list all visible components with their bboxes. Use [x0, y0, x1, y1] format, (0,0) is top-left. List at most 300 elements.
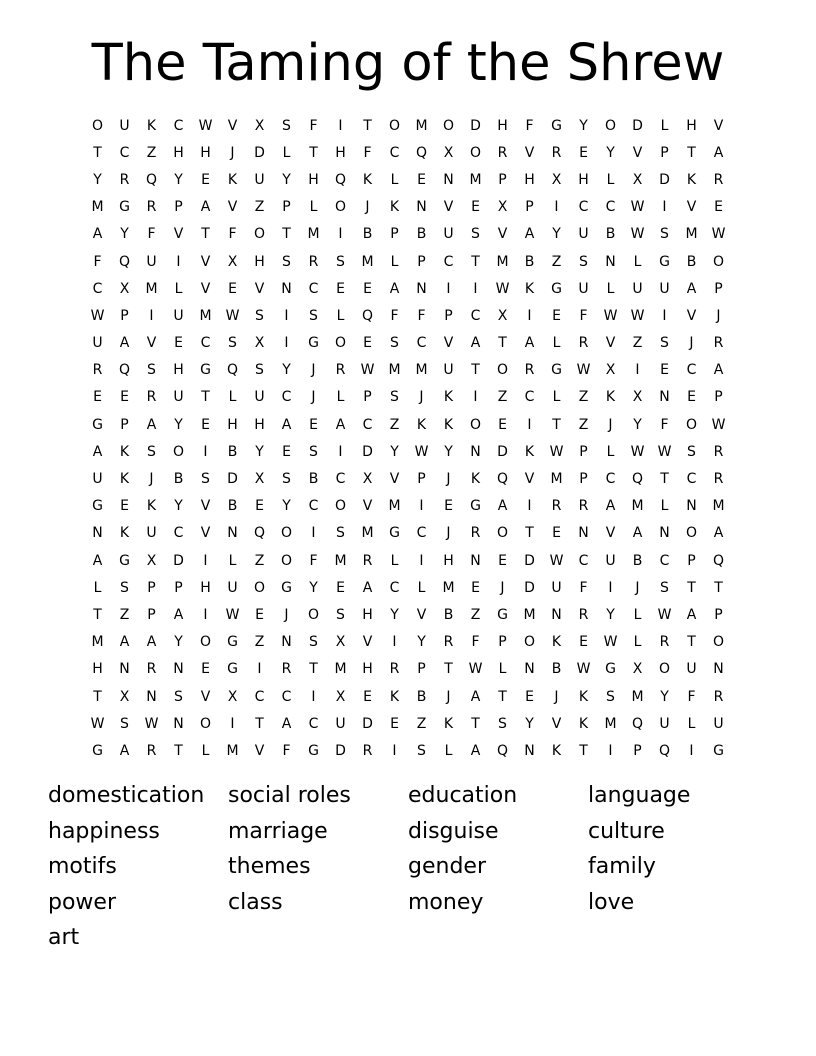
grid-letter: G: [551, 280, 562, 297]
grid-letter: M: [361, 253, 374, 270]
grid-letter: X: [632, 661, 643, 678]
grid-letter: N: [281, 280, 292, 297]
grid-letter: A: [713, 525, 724, 542]
grid-letter: D: [524, 579, 535, 596]
grid-letter: Y: [390, 606, 399, 623]
grid-letter: R: [551, 144, 562, 161]
grid-letter: T: [93, 688, 102, 705]
grid-letter: D: [362, 443, 373, 460]
grid-letter: S: [471, 226, 480, 243]
grid-letter: Z: [254, 552, 265, 569]
grid-letter: M: [415, 117, 428, 134]
grid-letter: N: [416, 199, 427, 216]
grid-letter: N: [524, 742, 535, 759]
grid-letter: X: [497, 307, 508, 324]
grid-letter: A: [173, 606, 184, 623]
grid-letter: N: [578, 525, 589, 542]
grid-letter: V: [551, 715, 562, 732]
grid-letter: O: [496, 362, 509, 379]
grid-letter: N: [551, 606, 562, 623]
grid-letter: A: [281, 416, 292, 433]
grid-letter: Q: [253, 525, 266, 542]
grid-letter: H: [254, 416, 265, 433]
grid-letter: J: [608, 416, 613, 433]
grid-letter: S: [336, 606, 345, 623]
grid-letter: P: [120, 307, 129, 324]
grid-letter: V: [605, 525, 616, 542]
grid-row: [84, 139, 732, 166]
grid-letter: O: [307, 606, 320, 623]
grid-letter: O: [334, 335, 347, 352]
grid-letter: Z: [578, 389, 589, 406]
grid-letter: A: [713, 144, 724, 161]
grid-letter: B: [443, 606, 454, 623]
grid-letter: I: [392, 634, 397, 651]
grid-row: [84, 357, 732, 384]
grid-letter: C: [308, 498, 319, 515]
grid-letter: O: [496, 525, 509, 542]
grid-letter: N: [173, 715, 184, 732]
grid-letter: R: [578, 335, 589, 352]
grid-letter: F: [282, 742, 291, 759]
grid-letter: Q: [145, 171, 158, 188]
grid-letter: I: [338, 443, 343, 460]
grid-letter: C: [281, 389, 292, 406]
grid-letter: N: [659, 389, 670, 406]
grid-letter: J: [446, 525, 451, 542]
grid-letter: I: [176, 253, 181, 270]
grid-letter: Y: [174, 634, 183, 651]
grid-letter: N: [524, 661, 535, 678]
grid-letter: O: [712, 634, 725, 651]
grid-letter: W: [225, 307, 240, 324]
grid-letter: M: [334, 661, 347, 678]
grid-row: [84, 601, 732, 628]
grid-letter: K: [551, 742, 562, 759]
grid-letter: T: [579, 742, 588, 759]
grid-letter: M: [496, 253, 509, 270]
grid-letter: P: [417, 661, 426, 678]
grid-letter: S: [309, 307, 318, 324]
grid-letter: U: [551, 579, 562, 596]
grid-letter: O: [280, 525, 293, 542]
grid-letter: W: [360, 362, 375, 379]
grid-letter: O: [658, 661, 671, 678]
grid-letter: H: [497, 117, 508, 134]
grid-letter: P: [498, 171, 507, 188]
grid-letter: E: [471, 579, 480, 596]
grid-letter: A: [335, 416, 346, 433]
grid-letter: M: [226, 742, 239, 759]
grid-letter: M: [523, 606, 536, 623]
grid-letter: C: [524, 389, 535, 406]
grid-row: [84, 275, 732, 302]
grid-letter: U: [173, 307, 184, 324]
grid-letter: M: [550, 471, 563, 488]
grid-letter: S: [660, 579, 669, 596]
grid-letter: F: [228, 226, 237, 243]
grid-letter: T: [471, 253, 480, 270]
grid-letter: C: [605, 471, 616, 488]
grid-letter: P: [120, 416, 129, 433]
grid-letter: A: [119, 634, 130, 651]
word-list-item: art: [48, 925, 80, 950]
grid-row: [84, 302, 732, 329]
grid-letter: S: [606, 688, 615, 705]
grid-letter: Y: [255, 443, 264, 460]
grid-letter: H: [173, 362, 184, 379]
grid-letter: I: [338, 226, 343, 243]
grid-letter: C: [605, 199, 616, 216]
grid-letter: T: [201, 226, 210, 243]
grid-letter: Z: [119, 606, 130, 623]
grid-letter: E: [660, 362, 669, 379]
grid-letter: U: [686, 661, 697, 678]
grid-letter: K: [578, 688, 589, 705]
grid-letter: T: [687, 144, 696, 161]
grid-letter: J: [284, 606, 289, 623]
grid-letter: I: [662, 199, 667, 216]
grid-letter: J: [554, 688, 559, 705]
grid-letter: L: [444, 742, 453, 759]
grid-letter: Q: [334, 171, 347, 188]
grid-letter: Y: [282, 362, 291, 379]
grid-letter: F: [660, 416, 669, 433]
grid-letter: K: [443, 416, 454, 433]
grid-row: [84, 683, 732, 710]
grid-letter: A: [470, 688, 481, 705]
grid-letter: X: [119, 280, 130, 297]
grid-letter: V: [200, 280, 211, 297]
grid-letter: V: [686, 199, 697, 216]
grid-letter: O: [712, 253, 725, 270]
grid-letter: H: [227, 416, 238, 433]
grid-letter: C: [443, 253, 454, 270]
grid-letter: I: [608, 579, 613, 596]
grid-letter: T: [201, 389, 210, 406]
grid-letter: V: [686, 307, 697, 324]
grid-letter: C: [281, 688, 292, 705]
grid-letter: F: [471, 634, 480, 651]
grid-letter: F: [417, 307, 426, 324]
grid-letter: W: [630, 199, 645, 216]
grid-letter: Q: [712, 552, 725, 569]
grid-letter: M: [442, 579, 455, 596]
grid-letter: W: [630, 443, 645, 460]
grid-letter: C: [308, 280, 319, 297]
grid-letter: S: [660, 226, 669, 243]
grid-letter: V: [200, 498, 211, 515]
grid-row: [84, 629, 732, 656]
grid-letter: W: [90, 307, 105, 324]
grid-letter: I: [392, 742, 397, 759]
grid-letter: L: [417, 579, 426, 596]
grid-letter: B: [605, 226, 616, 243]
grid-letter: E: [471, 199, 480, 216]
grid-letter: H: [524, 171, 535, 188]
grid-letter: L: [309, 199, 318, 216]
grid-letter: T: [282, 226, 291, 243]
grid-letter: L: [606, 443, 615, 460]
grid-letter: E: [120, 389, 129, 406]
grid-letter: E: [228, 280, 237, 297]
grid-letter: Q: [226, 362, 239, 379]
grid-row: [84, 547, 732, 574]
grid-letter: C: [200, 335, 211, 352]
grid-letter: N: [119, 661, 130, 678]
grid-letter: O: [253, 579, 266, 596]
word-list-item: disguise: [408, 818, 499, 844]
grid-letter: J: [230, 144, 235, 161]
grid-letter: G: [281, 579, 292, 596]
grid-letter: R: [713, 688, 724, 705]
grid-letter: L: [201, 742, 210, 759]
grid-letter: Y: [174, 171, 183, 188]
word-list-item: education: [408, 783, 518, 808]
grid-letter: U: [578, 226, 589, 243]
grid-letter: L: [687, 715, 696, 732]
grid-letter: W: [576, 661, 591, 678]
grid-letter: U: [254, 171, 265, 188]
grid-letter: T: [93, 144, 102, 161]
grid-letter: D: [659, 171, 670, 188]
grid-row: [84, 438, 732, 465]
grid-letter: F: [147, 226, 156, 243]
grid-letter: E: [93, 389, 102, 406]
grid-letter: G: [92, 416, 103, 433]
grid-letter: O: [685, 416, 698, 433]
word-list-item: gender: [408, 854, 486, 879]
grid-row: [84, 248, 732, 275]
grid-letter: V: [200, 525, 211, 542]
grid-letter: U: [146, 253, 157, 270]
grid-letter: R: [362, 552, 373, 569]
grid-letter: W: [630, 226, 645, 243]
grid-letter: M: [361, 525, 374, 542]
grid-letter: L: [390, 552, 399, 569]
grid-letter: R: [146, 199, 157, 216]
grid-letter: H: [362, 661, 373, 678]
grid-letter: A: [470, 335, 481, 352]
grid-letter: N: [443, 171, 454, 188]
grid-letter: R: [146, 742, 157, 759]
grid-letter: N: [659, 525, 670, 542]
grid-letter: E: [201, 416, 210, 433]
grid-letter: N: [470, 552, 481, 569]
grid-letter: N: [470, 443, 481, 460]
grid-letter: C: [659, 552, 670, 569]
grid-letter: X: [335, 688, 346, 705]
grid-letter: W: [630, 307, 645, 324]
grid-letter: W: [576, 362, 591, 379]
grid-letter: R: [119, 171, 130, 188]
grid-letter: F: [309, 117, 318, 134]
grid-letter: P: [714, 280, 723, 297]
grid-letter: E: [390, 715, 399, 732]
grid-letter: I: [635, 362, 640, 379]
grid-letter: Z: [551, 253, 562, 270]
grid-letter: V: [524, 471, 535, 488]
grid-letter: N: [92, 525, 103, 542]
grid-letter: T: [660, 471, 669, 488]
grid-letter: K: [146, 117, 157, 134]
grid-letter: T: [444, 661, 453, 678]
grid-letter: Y: [174, 498, 183, 515]
grid-letter: R: [713, 171, 724, 188]
grid-letter: V: [389, 471, 400, 488]
grid-letter: R: [92, 362, 103, 379]
grid-letter: O: [469, 144, 482, 161]
grid-letter: S: [201, 471, 210, 488]
grid-letter: E: [552, 307, 561, 324]
grid-letter: R: [497, 144, 508, 161]
grid-letter: T: [552, 416, 561, 433]
grid-letter: T: [255, 715, 264, 732]
grid-letter: M: [415, 362, 428, 379]
grid-letter: K: [416, 416, 427, 433]
grid-letter: K: [146, 498, 157, 515]
grid-letter: R: [551, 498, 562, 515]
grid-letter: A: [686, 606, 697, 623]
grid-letter: E: [309, 416, 318, 433]
grid-row: [84, 411, 732, 438]
grid-letter: K: [470, 471, 481, 488]
grid-letter: X: [632, 389, 643, 406]
grid-letter: G: [200, 362, 211, 379]
grid-letter: A: [605, 498, 616, 515]
grid-letter: T: [309, 661, 318, 678]
grid-letter: A: [524, 335, 535, 352]
grid-letter: M: [685, 226, 698, 243]
grid-letter: I: [338, 117, 343, 134]
grid-letter: A: [200, 199, 211, 216]
grid-letter: V: [200, 253, 211, 270]
grid-letter: C: [92, 280, 103, 297]
grid-letter: E: [201, 661, 210, 678]
grid-letter: M: [91, 634, 104, 651]
grid-letter: G: [713, 742, 724, 759]
grid-letter: Y: [606, 144, 615, 161]
grid-letter: G: [92, 498, 103, 515]
grid-letter: Y: [444, 443, 453, 460]
grid-letter: O: [199, 634, 212, 651]
grid-letter: P: [147, 606, 156, 623]
word-list-item: money: [408, 889, 484, 915]
grid-letter: S: [417, 742, 426, 759]
grid-letter: L: [660, 117, 669, 134]
grid-letter: C: [686, 362, 697, 379]
grid-letter: S: [309, 443, 318, 460]
grid-letter: S: [147, 362, 156, 379]
grid-letter: K: [605, 389, 616, 406]
grid-letter: K: [389, 199, 400, 216]
grid-letter: O: [280, 552, 293, 569]
grid-letter: D: [632, 117, 643, 134]
grid-letter: X: [254, 117, 265, 134]
grid-letter: Z: [578, 416, 589, 433]
grid-letter: M: [604, 715, 617, 732]
grid-letter: H: [200, 144, 211, 161]
letter-grid: [84, 112, 732, 765]
grid-letter: L: [660, 498, 669, 515]
grid-letter: U: [254, 389, 265, 406]
grid-letter: A: [713, 362, 724, 379]
grid-letter: W: [144, 715, 159, 732]
grid-letter: E: [579, 144, 588, 161]
grid-letter: V: [146, 335, 157, 352]
grid-letter: B: [551, 661, 562, 678]
grid-row: [84, 112, 732, 139]
grid-letter: V: [227, 199, 238, 216]
grid-letter: M: [388, 362, 401, 379]
grid-letter: K: [524, 280, 535, 297]
grid-letter: G: [92, 742, 103, 759]
grid-letter: D: [470, 117, 481, 134]
grid-letter: X: [119, 688, 130, 705]
grid-row: [84, 737, 732, 764]
grid-letter: L: [633, 606, 642, 623]
grid-letter: R: [146, 389, 157, 406]
grid-letter: V: [227, 117, 238, 134]
grid-letter: A: [362, 579, 373, 596]
grid-letter: J: [446, 471, 451, 488]
grid-row: [84, 520, 732, 547]
grid-letter: L: [390, 171, 399, 188]
grid-letter: E: [174, 335, 183, 352]
grid-letter: Z: [254, 199, 265, 216]
grid-letter: N: [173, 661, 184, 678]
page-title: The Taming of the Shrew: [91, 34, 725, 93]
word-list-item: social roles: [228, 783, 351, 808]
word-list-item: class: [228, 889, 283, 915]
grid-letter: D: [173, 552, 184, 569]
grid-letter: X: [335, 634, 346, 651]
grid-letter: M: [145, 280, 158, 297]
grid-letter: Y: [579, 117, 588, 134]
grid-letter: X: [227, 688, 238, 705]
grid-letter: A: [146, 416, 157, 433]
grid-letter: A: [524, 226, 535, 243]
grid-letter: V: [497, 226, 508, 243]
grid-letter: R: [659, 634, 670, 651]
grid-letter: G: [308, 742, 319, 759]
grid-letter: L: [633, 253, 642, 270]
grid-letter: T: [498, 335, 507, 352]
grid-letter: Z: [497, 389, 508, 406]
grid-letter: K: [578, 715, 589, 732]
grid-letter: N: [281, 634, 292, 651]
grid-letter: W: [711, 226, 726, 243]
grid-letter: V: [200, 688, 211, 705]
grid-letter: O: [388, 117, 401, 134]
grid-letter: A: [497, 498, 508, 515]
grid-letter: K: [119, 525, 130, 542]
grid-letter: P: [174, 199, 183, 216]
grid-letter: T: [714, 579, 723, 596]
grid-letter: E: [714, 199, 723, 216]
grid-letter: P: [633, 742, 642, 759]
grid-letter: P: [687, 552, 696, 569]
grid-letter: E: [363, 335, 372, 352]
grid-letter: B: [227, 498, 238, 515]
grid-letter: S: [255, 362, 264, 379]
grid-letter: U: [632, 280, 643, 297]
grid-letter: V: [605, 335, 616, 352]
grid-letter: H: [200, 579, 211, 596]
grid-letter: L: [228, 552, 237, 569]
grid-letter: S: [336, 525, 345, 542]
grid-letter: B: [524, 253, 535, 270]
